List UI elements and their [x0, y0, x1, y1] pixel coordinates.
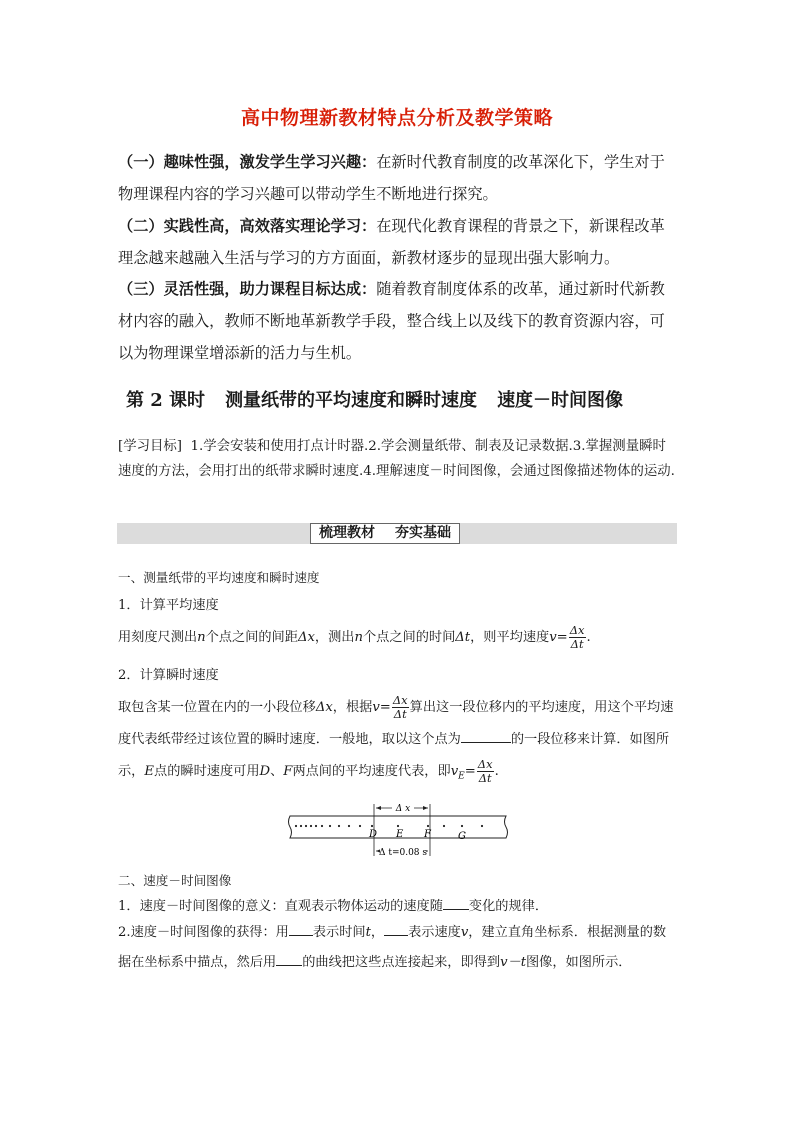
fraction-dx-dt	[569, 624, 586, 651]
text-segment: ，	[370, 925, 385, 940]
fraction-denominator: Δt	[478, 771, 492, 785]
section-2-heading: 二、速度－时间图像	[118, 873, 232, 888]
text-segment: 取包含某一位置在内的一小段位移	[118, 700, 316, 715]
fill-blank	[443, 895, 469, 910]
fraction-denominator: Δt	[393, 707, 407, 721]
fraction-numerator: Δx	[392, 693, 408, 707]
fraction-numerator: Δx	[477, 757, 493, 771]
intro-1-text: 在新时代教育制度的改革深化下，学生对于物理课程内容的学习兴趣可以带动学生不断地进行探究。	[118, 153, 665, 203]
intro-2-heading: （二）实践性高，高效落实理论学习：	[118, 217, 377, 235]
fill-blank	[289, 921, 313, 936]
fill-blank	[384, 921, 408, 936]
fraction-dx-dt	[477, 758, 494, 785]
average-speed-line	[118, 624, 678, 651]
intro-3-heading: （三）灵活性强，助力课程目标达成：	[118, 280, 377, 298]
text-segment: 、	[270, 764, 284, 779]
point-label-f: F	[283, 764, 293, 779]
lesson-title	[126, 386, 643, 412]
lesson-number: 第 2 课时	[126, 390, 206, 411]
intro-paragraph-2	[118, 210, 678, 274]
text-segment: 1．速度－时间图像的意义：直观表示物体运动的速度随	[118, 899, 443, 914]
intro-2-text: 在现代化教育课程的背景之下，新课程改革理念越来越融入生活与学习的方方面面，新教材逐步的显现出强大影响力。	[118, 217, 665, 267]
var-n: n	[197, 630, 206, 645]
page-title: 高中物理新教材特点分析及教学策略	[240, 107, 553, 129]
lesson-topic: 测量纸带的平均速度和瞬时速度	[225, 390, 478, 411]
text-segment: ，测出	[314, 630, 355, 645]
fill-blank	[461, 728, 511, 743]
var-v: v	[460, 925, 469, 940]
text-segment: 个点之间的时间	[362, 630, 456, 645]
paper-tape-svg	[286, 802, 512, 860]
text-segment: ，根据	[332, 700, 373, 715]
intro-3-text: 随着教育制度体系的改革，通过新时代新教材内容的融入，教师不断地革新教学手段，整合线上以及线下的教育资源内容，可以为物理课堂增添新的活力与生机。	[118, 280, 665, 362]
tape-point-f: F	[424, 829, 431, 840]
var-v: v=	[372, 700, 391, 715]
subheading-instant-speed: 2．计算瞬时速度	[118, 668, 219, 683]
text-segment: .	[586, 630, 591, 645]
text-segment: 图像，如图所示．	[526, 955, 632, 970]
section-banner	[117, 523, 677, 544]
intro-paragraph-3	[118, 273, 678, 369]
intro-1-heading: （一）趣味性强，激发学生学习兴趣：	[118, 153, 377, 171]
text-segment: 表示时间	[312, 925, 366, 940]
intro-paragraph-1	[118, 146, 678, 210]
vt-obtain-paragraph	[118, 918, 678, 978]
fraction-denominator: Δt	[570, 637, 584, 651]
tape-point-e: E	[396, 829, 404, 840]
text-segment: 变化的规律．	[468, 899, 549, 914]
text-segment: 个点之间的间距	[205, 630, 298, 645]
section-1-heading: 一、测量纸带的平均速度和瞬时速度	[118, 570, 320, 585]
text-segment: 点的瞬时速度可用	[154, 764, 260, 779]
banner-left: 梳理教材	[319, 525, 375, 541]
var-v: v	[450, 764, 459, 779]
goals-text: 1.学会安装和使用打点计时器.2.学会测量纸带、制表及记录数据.3.掌握测量瞬时速度的方法，会用打出的纸带求瞬时速度.4.理解速度－时间图像，会通过图像描述物体的运动.	[118, 439, 675, 479]
tape-dt-label: Δ t=0.08 s	[378, 848, 428, 858]
text-segment: ，建立直角坐标系．根据测量的数据在坐标系中描点，然后用	[118, 925, 667, 970]
tape-dx-label: Δ x	[395, 804, 411, 814]
paper-tape-diagram	[286, 802, 512, 864]
subheading-average-speed: 1．计算平均速度	[118, 598, 219, 613]
fraction-dx-dt	[392, 694, 409, 721]
var-dx: Δx	[315, 700, 333, 715]
var-dx: Δx	[297, 630, 315, 645]
subscript-e: E	[458, 771, 465, 782]
text-segment: .	[494, 764, 499, 779]
point-label-e: E	[144, 764, 155, 779]
instant-speed-paragraph	[118, 692, 678, 793]
fill-blank	[276, 951, 302, 966]
var-n: n	[354, 630, 363, 645]
tape-point-d: D	[369, 829, 378, 840]
text-segment: 的曲线把这些点连接起来，即得到	[302, 955, 501, 970]
point-label-d: D	[259, 764, 271, 779]
tape-point-g: G	[458, 831, 466, 842]
var-dt: Δt	[455, 630, 471, 645]
var-v: v=	[549, 630, 568, 645]
text-segment: ，则平均速度	[470, 630, 550, 645]
lesson-topic-2: 速度－时间图像	[497, 390, 624, 411]
text-segment: =	[464, 764, 476, 779]
learning-goals	[118, 434, 678, 484]
banner-right: 夯实基础	[395, 525, 451, 541]
vt-meaning-line	[118, 894, 678, 920]
banner-box	[310, 523, 460, 544]
text-segment: 表示速度	[408, 925, 461, 940]
text-segment: 算出这一段位移内的平均速度，用这个平均速度代表纸带经过该位置的瞬时速度．一般地，取以这个点为	[118, 700, 674, 747]
var-vt: v－t	[500, 955, 526, 970]
var-t: t	[365, 925, 371, 940]
fraction-numerator: Δx	[569, 623, 585, 637]
text-segment: 两点间的平均速度代表，即	[292, 764, 451, 779]
text-segment: 用刻度尺测出	[118, 630, 198, 645]
text-segment: 的一段位移来计算．如图所示，	[118, 732, 670, 779]
goals-label: [学习目标]	[118, 439, 183, 454]
text-segment: 2.速度－时间图像的获得：用	[118, 925, 289, 940]
